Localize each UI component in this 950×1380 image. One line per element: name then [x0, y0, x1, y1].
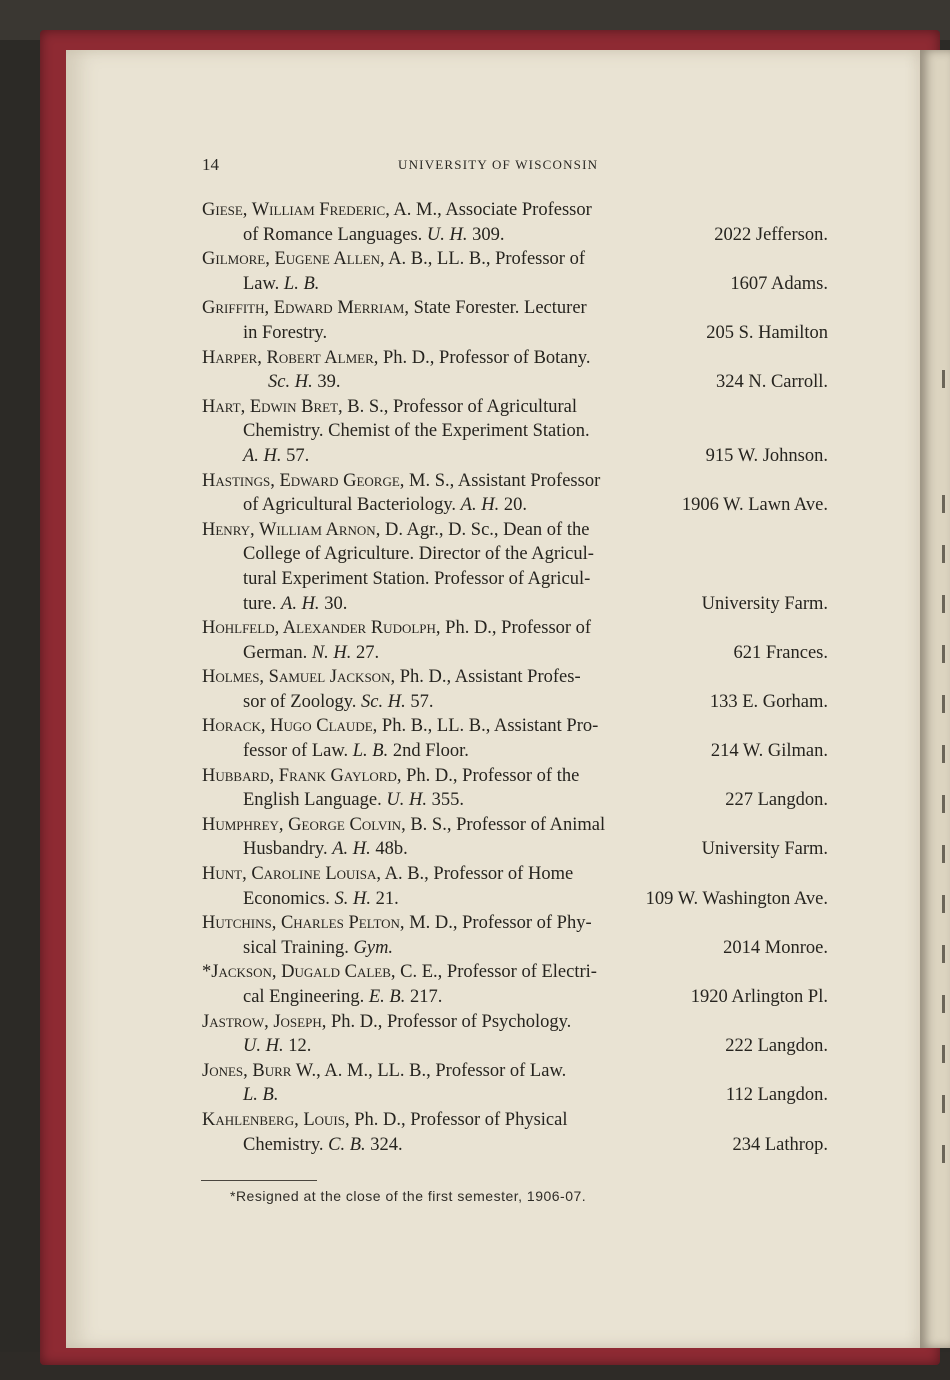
home-address: 214 W. Gilman.: [710, 741, 828, 762]
person-name: Hart, Edwin Bret,: [202, 396, 343, 417]
directory-entry-continuation: [0, 372, 950, 397]
entry-text: [243, 790, 464, 811]
office-building: A. H.: [243, 445, 282, 466]
directory-entry-continuation: [0, 692, 950, 717]
entry-description: Ph. B., LL. B., Assistant Pro-: [377, 716, 599, 737]
home-address: 915 W. Johnson.: [705, 445, 828, 466]
directory-entry: [0, 298, 950, 323]
footnote: *Resigned at the close of the first semester, 1906-07.: [230, 1188, 587, 1204]
office-building: L. B.: [243, 1085, 279, 1106]
directory-entry: [0, 618, 950, 643]
entry-description: Chemistry. Chemist of the Experiment Station.: [243, 421, 590, 442]
office-room: 57.: [405, 691, 434, 712]
person-name: Humphrey, George Colvin,: [202, 814, 406, 835]
directory-entry-continuation: [0, 987, 950, 1012]
running-header: [0, 155, 950, 177]
entry-text: [202, 397, 577, 418]
entry-text: [243, 987, 442, 1008]
entry-description: Ph. D., Professor of Psychology.: [326, 1011, 572, 1032]
entry-description: Law.: [243, 273, 284, 294]
office-building: Sc. H.: [268, 372, 313, 393]
entry-text: [243, 225, 505, 246]
entry-description: M. S., Assistant Professor: [404, 470, 601, 491]
person-name: Holmes, Samuel Jackson,: [202, 667, 396, 688]
person-name: Gilmore, Eugene Allen,: [202, 249, 385, 270]
entry-text: [202, 1061, 566, 1082]
office-building: L. B.: [352, 741, 389, 762]
entry-text: [202, 1110, 567, 1131]
entry-description: M. D., Professor of Phy-: [404, 913, 592, 934]
entry-text: [202, 249, 585, 270]
entry-text: [202, 864, 573, 885]
person-name: Kahlenberg, Louis,: [202, 1109, 350, 1130]
directory-entry-continuation: [0, 741, 950, 766]
entry-text: [268, 372, 340, 393]
directory-entry-continuation: [0, 790, 950, 815]
entry-text: [243, 323, 327, 344]
entry-description: English Language.: [243, 790, 387, 811]
entry-text: [202, 200, 592, 221]
entry-description: of Romance Languages.: [243, 224, 427, 245]
home-address: 324 N. Carroll.: [715, 372, 828, 393]
directory-entry-continuation: [0, 323, 950, 348]
person-name: *Jackson, Dugald Caleb,: [202, 962, 396, 983]
office-room: 309.: [467, 224, 505, 245]
entry-text: [202, 716, 598, 737]
entry-text: [202, 913, 592, 934]
home-address: University Farm.: [701, 593, 828, 614]
office-building: Gym.: [353, 937, 394, 958]
entry-text: [243, 544, 594, 565]
entry-description: fessor of Law.: [243, 741, 353, 762]
directory-entry-continuation: [0, 839, 950, 864]
entry-description: ture.: [243, 593, 282, 614]
person-name: Hutchins, Charles Pelton,: [202, 913, 405, 934]
directory-entry: [0, 471, 950, 496]
home-address: 2022 Jefferson.: [714, 224, 828, 245]
entry-description: of Agricultural Bacteriology.: [243, 495, 461, 516]
entry-description: Ph. D., Professor of Physical: [349, 1109, 568, 1130]
running-title: UNIVERSITY OF WISCONSIN: [398, 157, 599, 172]
office-building: A. H.: [460, 495, 500, 516]
person-name: Hubbard, Frank Gaylord,: [202, 765, 402, 786]
home-address: 227 Langdon.: [725, 790, 828, 811]
entry-description: Husbandry.: [243, 839, 333, 860]
home-address: 2014 Monroe.: [723, 937, 828, 958]
entry-text: [243, 1036, 311, 1057]
entry-text: [202, 815, 605, 836]
entry-description: State Forester. Lecturer: [408, 298, 587, 319]
directory-entry-continuation: [0, 643, 950, 668]
entry-description: B. S., Professor of Animal: [405, 814, 606, 835]
entry-text: [202, 618, 591, 639]
office-room: 2nd Floor.: [388, 741, 469, 762]
home-address: 205 S. Hamilton: [706, 322, 828, 343]
home-address: 133 E. Gorham.: [709, 691, 828, 712]
entry-text: [243, 692, 433, 713]
directory-entry-continuation: [0, 274, 950, 299]
office-building: U. H.: [243, 1036, 284, 1057]
person-name: Jastrow, Joseph,: [202, 1011, 327, 1032]
entry-text: [202, 962, 597, 983]
directory-entry: [0, 864, 950, 889]
entry-description: German.: [243, 642, 312, 663]
entry-description: sor of Zoology.: [243, 691, 362, 712]
office-building: U. H.: [426, 224, 468, 245]
home-address: 1906 W. Lawn Ave.: [681, 495, 828, 516]
office-building: N. H.: [311, 642, 352, 663]
office-building: A. H.: [281, 593, 320, 614]
entry-description: Ph. D., Professor of the: [401, 765, 580, 786]
directory-entry: [0, 249, 950, 274]
office-building: U. H.: [386, 790, 427, 811]
directory-entry-continuation: [0, 1135, 950, 1160]
entry-description: in Forestry.: [243, 322, 328, 343]
directory-entry-continuation: [0, 225, 950, 250]
office-room: 21.: [370, 888, 399, 909]
entry-description: C. E., Professor of Electri-: [395, 962, 597, 983]
directory-entry-continuation: [0, 594, 950, 619]
entry-text: [243, 594, 347, 615]
office-room: 30.: [319, 593, 348, 614]
page-number: 14: [202, 155, 219, 174]
office-building: L. B.: [283, 273, 320, 294]
home-address: 222 Langdon.: [725, 1036, 828, 1057]
entry-text: [202, 766, 579, 787]
entry-text: [202, 298, 587, 319]
entry-text: [202, 348, 590, 369]
entry-description: B. S., Professor of Agricultural: [342, 396, 577, 417]
entry-text: [202, 667, 581, 688]
entry-description: D. Agr., D. Sc., Dean of the: [380, 519, 590, 540]
entry-text: [243, 938, 393, 959]
footnote-rule: [201, 1180, 317, 1181]
person-name: Hastings, Edward George,: [202, 470, 405, 491]
entry-text: [202, 1012, 571, 1033]
directory-entry-continuation: [0, 889, 950, 914]
entry-description: A. M., Associate Professor: [389, 200, 592, 220]
home-address: 109 W. Washington Ave.: [645, 888, 828, 909]
person-name: Harper, Robert Almer,: [202, 347, 379, 368]
entry-text: [243, 446, 309, 467]
entry-description: A. B., LL. B., Professor of: [384, 249, 586, 270]
entry-text: [243, 569, 590, 590]
entry-description: Chemistry.: [243, 1134, 329, 1155]
office-room: 217.: [405, 987, 443, 1007]
directory-entry: [0, 1012, 950, 1037]
directory-entry-continuation: [0, 1085, 950, 1110]
entry-description: tural Experiment Station. Professor of Agricul-: [243, 568, 591, 589]
person-name: Henry, William Arnon,: [202, 519, 381, 540]
directory-entry: [0, 200, 950, 225]
faculty-directory-list: [0, 200, 950, 1159]
office-room: 27.: [351, 642, 380, 663]
office-building: S. H.: [334, 888, 371, 909]
entry-text: [243, 495, 527, 516]
entry-description: sical Training.: [243, 937, 354, 958]
directory-entry-continuation: [0, 569, 950, 594]
entry-description: A. M., LL. B., Professor of Law.: [320, 1060, 567, 1081]
office-building: C. B.: [328, 1134, 366, 1155]
entry-text: [243, 1085, 278, 1106]
directory-entry: [0, 815, 950, 840]
directory-entry: [0, 667, 950, 692]
entry-text: [243, 889, 399, 910]
entry-description: cal Engineering.: [243, 987, 369, 1007]
entry-text: [243, 839, 408, 860]
directory-entry-continuation: [0, 495, 950, 520]
entry-text: [202, 520, 589, 541]
directory-entry: [0, 766, 950, 791]
entry-description: Ph. D., Assistant Profes-: [395, 667, 581, 688]
entry-text: [243, 741, 469, 762]
entry-description: Ph. D., Professor of Botany.: [378, 347, 591, 368]
directory-entry: [0, 348, 950, 373]
office-building: Sc. H.: [361, 691, 406, 712]
directory-entry: [0, 962, 950, 987]
person-name: Griffith, Edward Merriam,: [202, 298, 409, 319]
home-address: 112 Langdon.: [725, 1085, 828, 1106]
directory-entry: [0, 716, 950, 741]
person-name: Jones, Burr W.,: [202, 1060, 321, 1081]
directory-entry-continuation: [0, 544, 950, 569]
entry-description: College of Agriculture. Director of the Agricul-: [243, 544, 594, 565]
office-building: A. H.: [332, 839, 371, 860]
entry-text: [243, 421, 590, 442]
office-room: 355.: [426, 790, 464, 811]
home-address: University Farm.: [701, 839, 828, 860]
office-room: 12.: [283, 1036, 312, 1057]
office-building: E. B.: [368, 987, 406, 1007]
directory-entry: [0, 397, 950, 422]
office-room: 20.: [499, 495, 527, 516]
directory-entry: [0, 913, 950, 938]
home-address: 621 Frances.: [733, 642, 828, 663]
directory-entry-continuation: [0, 1036, 950, 1061]
directory-entry-continuation: [0, 938, 950, 963]
directory-entry: [0, 1110, 950, 1135]
office-room: 48b.: [370, 839, 408, 860]
entry-text: [243, 1135, 403, 1156]
home-address: 1607 Adams.: [730, 273, 828, 294]
directory-entry: [0, 1061, 950, 1086]
office-room: 324.: [365, 1134, 403, 1155]
office-room: 57.: [281, 445, 310, 466]
person-name: Horack, Hugo Claude,: [202, 716, 378, 737]
entry-description: Economics.: [243, 888, 335, 909]
home-address: 1920 Arlington Pl.: [690, 987, 828, 1007]
person-name: Hunt, Caroline Louisa,: [202, 864, 381, 885]
entry-text: [202, 471, 600, 492]
directory-entry-continuation: [0, 446, 950, 471]
directory-entry: [0, 520, 950, 545]
entry-description: Ph. D., Professor of: [440, 618, 592, 639]
entry-text: [243, 274, 319, 295]
person-name: Giese, William Frederic,: [202, 200, 390, 220]
entry-text: [243, 643, 379, 664]
home-address: 234 Lathrop.: [732, 1134, 828, 1155]
office-room: 39.: [312, 372, 341, 393]
directory-entry-continuation: [0, 421, 950, 446]
person-name: Hohlfeld, Alexander Rudolph,: [202, 618, 441, 639]
entry-description: A. B., Professor of Home: [381, 864, 574, 885]
